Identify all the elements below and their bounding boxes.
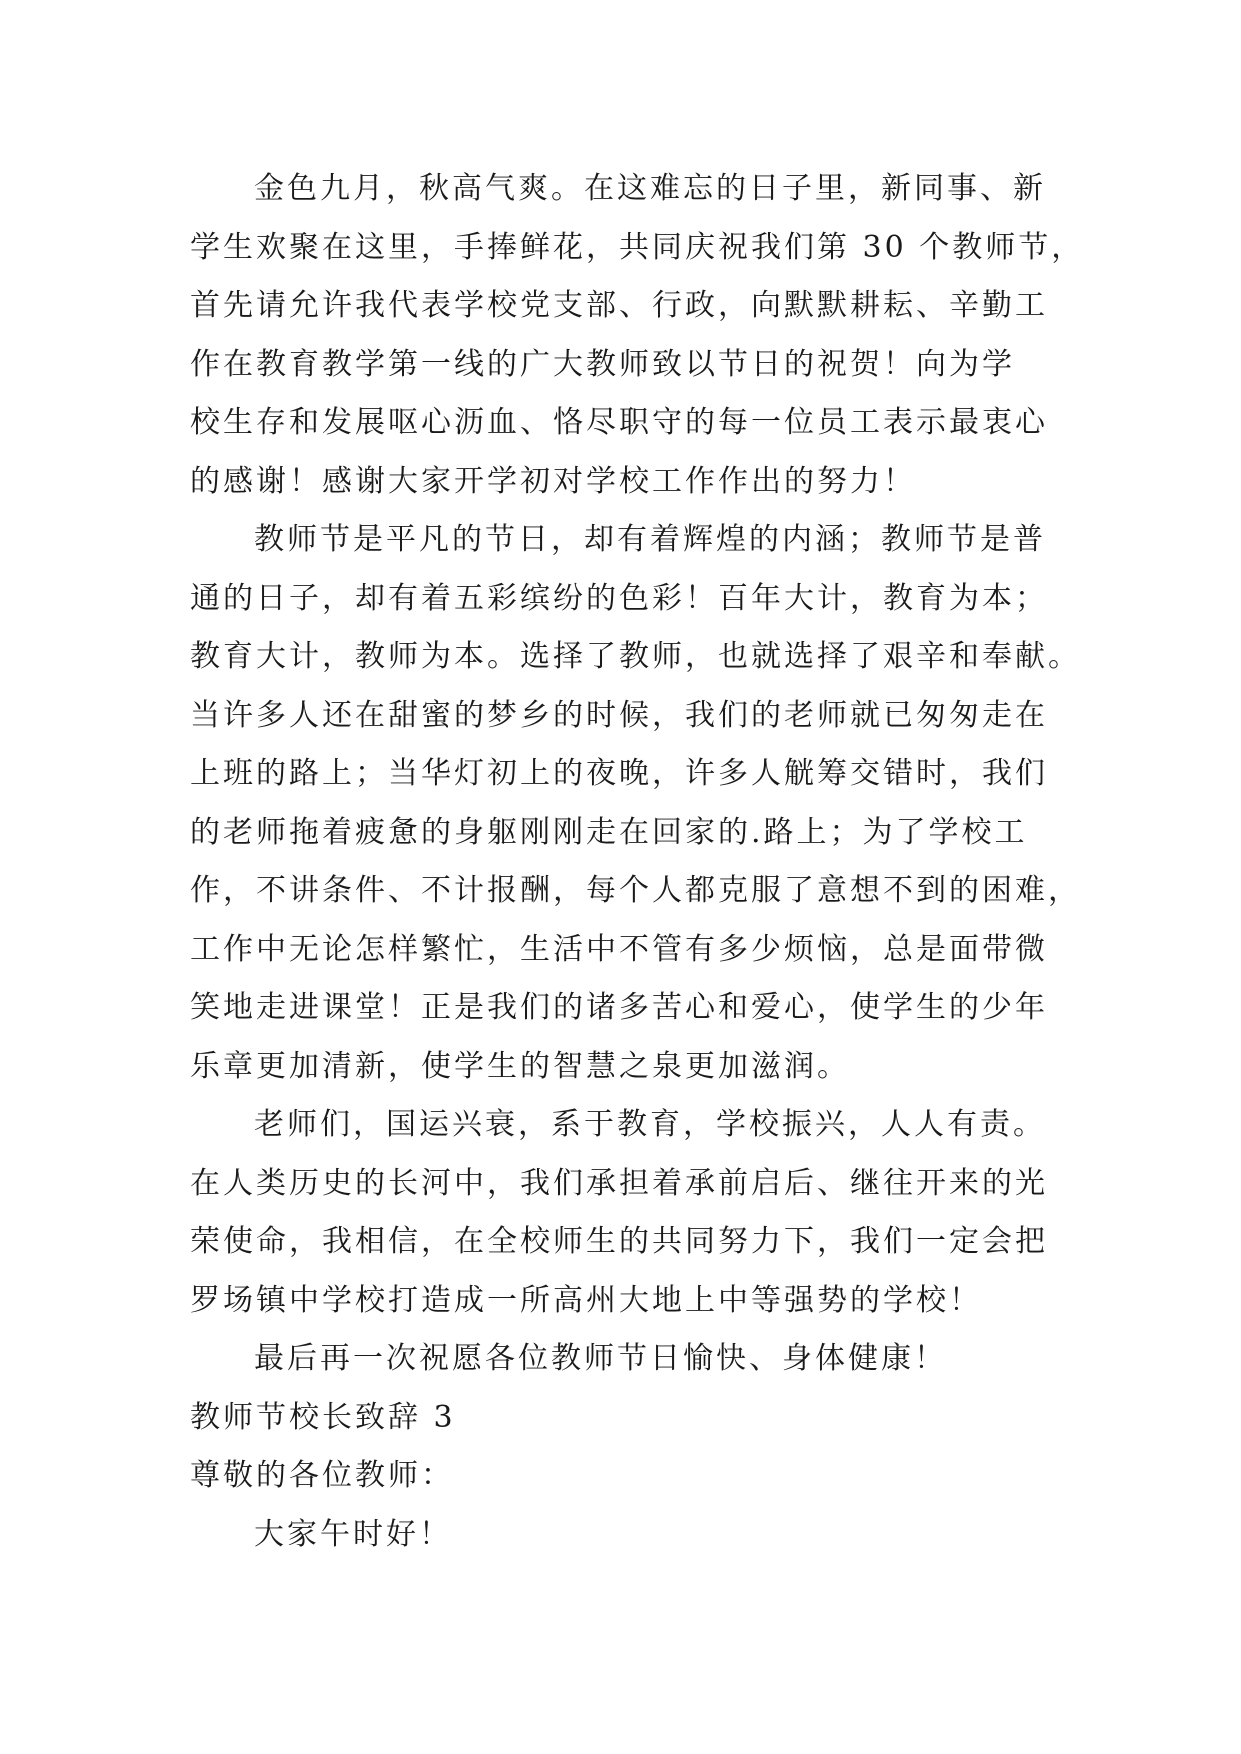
paragraph-line: 作，不讲条件、不计报酬，每个人都克服了意想不到的困难， [190, 873, 1081, 908]
paragraph-line: 作在教育教学第一线的广大教师致以节日的祝贺！向为学 [190, 346, 1015, 382]
paragraph-line: 工作中无论怎样繁忙，生活中不管有多少烦恼，总是面带微 [190, 931, 1048, 967]
paragraph-line: 教育大计，教师为本。选择了教师，也就选择了艰辛和奉献。 [190, 639, 1081, 674]
paragraph-line: 最后再一次祝愿各位教师节日愉快、身体健康！ [254, 1341, 947, 1376]
section-heading: 教师节校长致辞 3 [190, 1399, 456, 1435]
paragraph-line: 金色九月，秋高气爽。在这难忘的日子里，新同事、新 [254, 171, 1046, 206]
paragraph-line: 首先请允许我代表学校党支部、行政，向默默耕耘、辛勤工 [190, 288, 1048, 323]
paragraph-line: 通的日子，却有着五彩缤纷的色彩！百年大计，教育为本； [190, 580, 1048, 616]
document-body [190, 160, 1085, 1564]
paragraph-line: 教师节是平凡的节日，却有着辉煌的内涵；教师节是普 [254, 522, 1046, 557]
greeting-line: 大家午时好！ [254, 1516, 452, 1552]
paragraph-line: 荣使命，我相信，在全校师生的共同努力下，我们一定会把 [190, 1224, 1048, 1259]
paragraph-line: 乐章更加清新，使学生的智慧之泉更加滋润。 [190, 1048, 850, 1084]
paragraph-line: 罗场镇中学校打造成一所高州大地上中等强势的学校！ [190, 1282, 982, 1318]
paragraph-line: 当许多人还在甜蜜的梦乡的时候，我们的老师就已匆匆走在 [190, 697, 1048, 733]
paragraph-line: 的感谢！感谢大家开学初对学校工作作出的努力！ [190, 463, 916, 499]
paragraph-line: 笑地走进课堂！正是我们的诸多苦心和爱心，使学生的少年 [190, 990, 1048, 1025]
paragraph-line: 上班的路上；当华灯初上的夜晚，许多人觥筹交错时，我们 [190, 756, 1048, 791]
paragraph-line: 校生存和发展呕心沥血、恪尽职守的每一位员工表示最衷心 [190, 405, 1048, 440]
paragraph-line: 老师们，国运兴衰，系于教育，学校振兴，人人有责。 [254, 1107, 1046, 1142]
paragraph-line: 在人类历史的长河中，我们承担着承前启后、继往开来的光 [190, 1165, 1048, 1201]
paragraph-line: 学生欢聚在这里，手捧鲜花，共同庆祝我们第 30 个教师节， [190, 229, 1085, 265]
paragraph-line: 的老师拖着疲惫的身躯刚刚走在回家的.路上；为了学校工 [190, 814, 1028, 850]
salutation-line: 尊敬的各位教师： [190, 1458, 454, 1493]
